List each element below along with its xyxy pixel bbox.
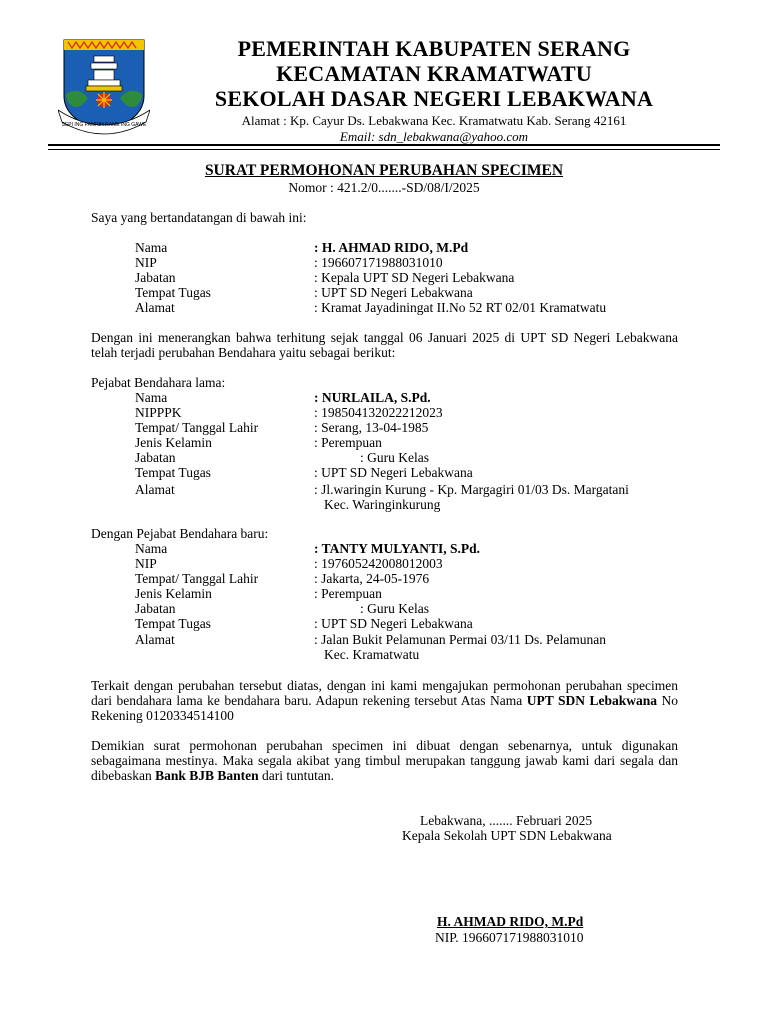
signature-name: H. AHMAD RIDO, M.Pd (437, 914, 584, 929)
old-value-birth: : Serang, 13-04-1985 (314, 420, 429, 435)
signer-label-name: Nama (135, 240, 168, 255)
letterhead-email: Email: sdn_lebakwana@yahoo.com (339, 129, 529, 144)
opening-line: Saya yang bertandatangan di bawah ini: (91, 210, 307, 225)
new-value-birth: : Jakarta, 24-05-1976 (314, 571, 430, 586)
new-value-gender: : Perempuan (314, 586, 382, 601)
new-label-workplace: Tempat Tugas (135, 616, 211, 631)
old-label-id: NIPPPK (135, 405, 182, 420)
letterhead-school: SEKOLAH DASAR NEGERI LEBAKWANA (214, 86, 654, 111)
old-value-id: : 198504132022212023 (314, 405, 443, 420)
regency-crest-logo (58, 36, 150, 136)
signer-label-nip: NIP (135, 255, 157, 270)
new-value-address: : Jalan Bukit Pelamunan Permai 03/11 Ds. Pelamunan (314, 632, 606, 647)
letterhead-government: PEMERINTAH KABUPATEN SERANG (237, 36, 631, 61)
signer-value-name: : H. AHMAD RIDO, M.Pd (314, 240, 469, 255)
old-label-gender: Jenis Kelamin (135, 435, 212, 450)
new-label-name: Nama (135, 541, 168, 556)
old-value-position: : Guru Kelas (360, 450, 429, 465)
old-value-address-cont: Kec. Waringinkurung (324, 497, 441, 512)
old-value-name: : NURLAILA, S.Pd. (314, 390, 431, 405)
signer-label-position: Jabatan (135, 270, 176, 285)
new-label-gender: Jenis Kelamin (135, 586, 212, 601)
new-label-nip: NIP (135, 556, 157, 571)
new-value-nip: : 197605242008012003 (314, 556, 443, 571)
old-value-workplace: : UPT SD Negeri Lebakwana (314, 465, 473, 480)
letterhead (150, 36, 718, 144)
signer-value-position: : Kepala UPT SD Negeri Lebakwana (314, 270, 515, 285)
letterhead-rule-thin (48, 149, 720, 150)
new-value-name: : TANTY MULYANTI, S.Pd. (314, 541, 481, 556)
old-label-position: Jabatan (135, 450, 176, 465)
signature-place-date: Lebakwana, ....... Februari 2025 (420, 813, 593, 828)
signer-label-address: Alamat (135, 300, 175, 315)
old-label-address: Alamat (135, 482, 175, 497)
account-name: UPT SDN Lebakwana (526, 693, 658, 708)
letter-number: Nomor : 421.2/0.......-SD/08/I/2025 (288, 180, 480, 195)
new-label-position: Jabatan (135, 601, 176, 616)
old-label-birth: Tempat/ Tanggal Lahir (135, 420, 259, 435)
letterhead-address: Alamat : Kp. Cayur Ds. Lebakwana Kec. Kramatwatu Kab. Serang 42161 (241, 113, 627, 128)
new-value-address-cont: Kec. Kramatwatu (324, 647, 420, 662)
svg-text:SEPI ING PAMRIH RAME ING GAWE: SEPI ING PAMRIH RAME ING GAWE (61, 122, 147, 128)
new-value-workplace: : UPT SD Negeri Lebakwana (314, 616, 473, 631)
old-treasurer-heading: Pejabat Bendahara lama: (91, 375, 226, 390)
signer-label-workplace: Tempat Tugas (135, 285, 211, 300)
old-value-address: : Jl.waringin Kurung - Kp. Margagiri 01/03 Ds. Margatani (314, 482, 629, 497)
new-treasurer-heading: Dengan Pejabat Bendahara baru: (91, 526, 269, 541)
letterhead-rule-thick (48, 144, 720, 146)
new-label-address: Alamat (135, 632, 175, 647)
letter-title: SURAT PERMOHONAN PERUBAHAN SPECIMEN (204, 162, 564, 179)
letterhead-district: KECAMATAN KRAMATWATU (276, 61, 592, 86)
bank-name: Bank BJB Banten (155, 768, 259, 783)
old-label-workplace: Tempat Tugas (135, 465, 211, 480)
new-label-birth: Tempat/ Tanggal Lahir (135, 571, 259, 586)
signature-nip: NIP. 196607171988031010 (435, 930, 584, 945)
closing-paragraph: Demikian surat permohonan perubahan specimen ini dibuat dengan sebenarnya, untuk digunakan sebagaimana mestinya. Maka segala akibat yang timbul merupakan tanggung jawab kami dari segala dan dibebaskan Bank BJB Banten dari tuntutan. (91, 738, 678, 783)
old-value-gender: : Perempuan (314, 435, 382, 450)
old-label-name: Nama (135, 390, 168, 405)
signer-value-address: : Kramat Jayadiningat II.No 52 RT 02/01 Kramatwatu (314, 300, 607, 315)
signature-position: Kepala Sekolah UPT SDN Lebakwana (402, 828, 612, 843)
intro-paragraph: Dengan ini menerangkan bahwa terhitung sejak tanggal 06 Januari 2025 di UPT SD Negeri Lebakwana telah terjadi perubahan Bendahara yaitu sebagai berikut: (91, 330, 678, 360)
new-value-position: : Guru Kelas (360, 601, 429, 616)
signer-value-nip: : 196607171988031010 (314, 255, 443, 270)
signer-value-workplace: : UPT SD Negeri Lebakwana (314, 285, 473, 300)
request-paragraph: Terkait dengan perubahan tersebut diatas, dengan ini kami mengajukan permohonan perubahan specimen dari bendahara lama ke bendahara baru. Adapun rekening tersebut Atas Nama UPT SDN Lebakwana No Rekening 0120334514100 (91, 678, 678, 723)
